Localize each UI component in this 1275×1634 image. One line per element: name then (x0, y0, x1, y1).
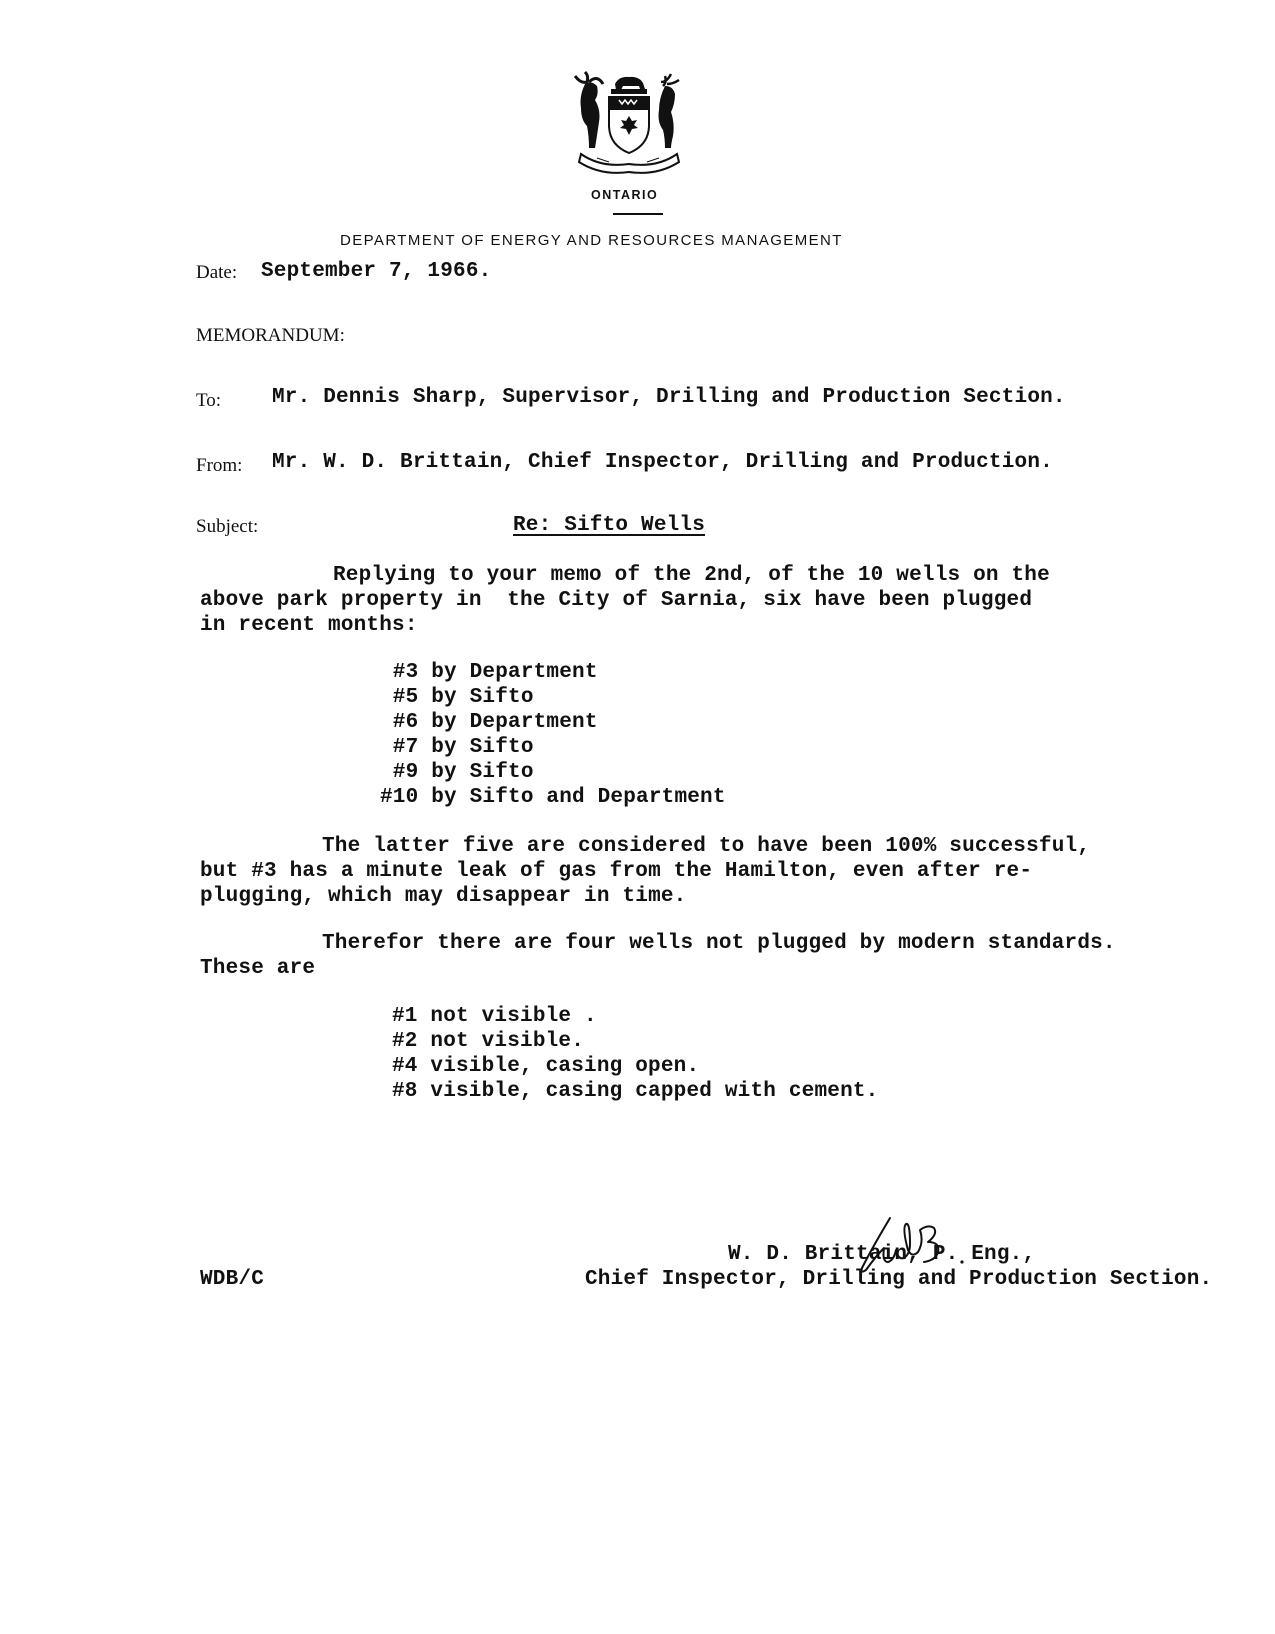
from-value: Mr. W. D. Brittain, Chief Inspector, Drilling and Production. (272, 451, 1053, 474)
para1-line: in recent months: (200, 614, 418, 637)
to-value: Mr. Dennis Sharp, Supervisor, Drilling and Production Section. (272, 386, 1066, 409)
para1-line: Replying to your memo of the 2nd, of the 10 wells on the (333, 564, 1050, 587)
para2-line: but #3 has a minute leak of gas from the Hamilton, even after re- (200, 860, 1033, 883)
list-item: #3 by Department (380, 661, 598, 684)
date-value: September 7, 1966. (261, 260, 492, 283)
para1-line: above park property in the City of Sarnia, six have been plugged (200, 589, 1033, 612)
plugged-wells-list (380, 660, 726, 810)
letterhead-province: ONTARIO (591, 188, 659, 202)
para2-line: The latter five are considered to have been 100% successful, (322, 835, 1091, 858)
memorandum-heading: MEMORANDUM: (196, 325, 345, 346)
reference-initials: WDB/C (200, 1268, 265, 1291)
date-label: Date: (196, 262, 238, 283)
list-item: #1 not visible . (392, 1005, 597, 1028)
para3-line: These are (200, 957, 316, 980)
para2-line: plugging, which may disappear in time. (200, 885, 687, 908)
subject-value: Re: Sifto Wells (513, 514, 706, 537)
list-item: #7 by Sifto (380, 736, 534, 759)
list-item: #10 by Sifto and Department (380, 786, 726, 809)
to-label: To: (196, 390, 222, 411)
signer-name: W. D. Brittain, P. Eng., (728, 1243, 1036, 1266)
letterhead-divider (613, 213, 663, 215)
signer-title: Chief Inspector, Drilling and Production Section. (585, 1268, 1213, 1291)
list-item: #6 by Department (380, 711, 598, 734)
list-item: #4 visible, casing open. (392, 1055, 700, 1078)
list-item: #8 visible, casing capped with cement. (392, 1080, 879, 1103)
para3-line: Therefor there are four wells not plugged by modern standards. (322, 932, 1116, 955)
list-item: #2 not visible. (392, 1030, 585, 1053)
letterhead-department: DEPARTMENT OF ENERGY AND RESOURCES MANAGEMENT (340, 232, 843, 249)
list-item: #5 by Sifto (380, 686, 534, 709)
subject-label: Subject: (196, 516, 259, 537)
list-item: #9 by Sifto (380, 761, 534, 784)
from-label: From: (196, 455, 243, 476)
unplugged-wells-list (392, 1004, 878, 1104)
ontario-coat-of-arms-icon (567, 70, 691, 180)
